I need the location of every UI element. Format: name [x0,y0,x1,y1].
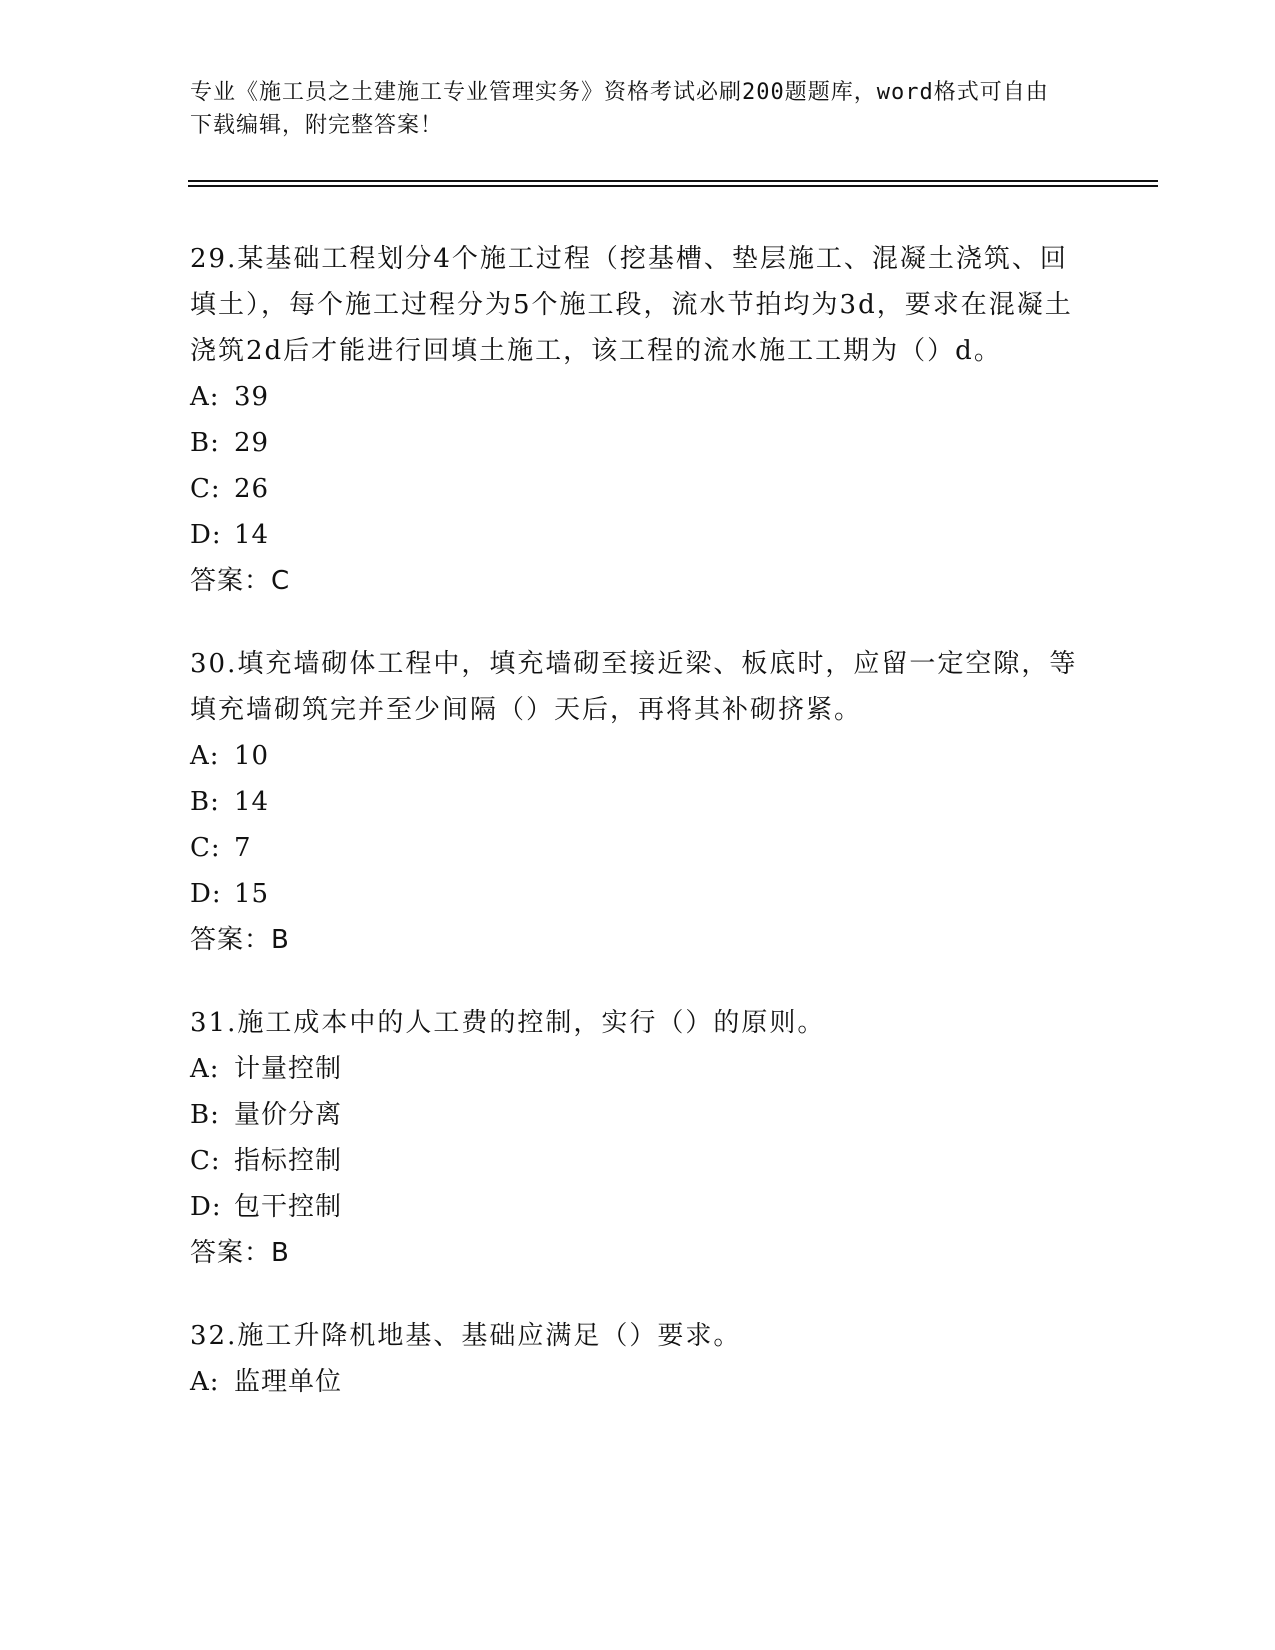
option-key: B: [190,1100,220,1130]
option-key: D: [190,879,222,909]
option-key: D: [190,520,222,550]
option-text: 指标控制 [234,1146,343,1176]
option-d [190,512,1090,558]
option-text: 29 [234,428,270,458]
option-text: 7 [234,833,252,863]
option-text: 计量控制 [234,1054,343,1084]
option-text: 15 [234,879,270,909]
option-d [190,1184,1090,1230]
option-text: 26 [234,474,270,504]
header-rule-bottom [188,185,1158,187]
option-key: B: [190,787,220,817]
option-key: D: [190,1192,222,1222]
option-d [190,871,1090,917]
question-stem: 32.施工升降机地基、基础应满足（）要求。 [190,1321,742,1351]
option-a [190,374,1090,420]
option-key: C: [190,833,221,863]
question-stem: 30.填充墙砌体工程中，填充墙砌至接近梁、板底时，应留一定空隙，等填充墙砌筑完并至少间隔（）天后，再将其补砌挤紧。 [190,649,1078,725]
option-c [190,825,1090,871]
option-c [190,466,1090,512]
answer-line: 答案：B [190,1238,290,1268]
option-text: 14 [234,787,270,817]
option-key: C: [190,1146,221,1176]
question-stem: 31.施工成本中的人工费的控制，实行（）的原则。 [190,1008,826,1038]
option-key: A: [190,382,220,412]
option-key: A: [190,1054,220,1084]
question-30 [190,641,1090,963]
header-rule-top [188,180,1158,182]
option-a [190,1046,1090,1092]
question-stem: 29.某基础工程划分4个施工过程（挖基槽、垫层施工、混凝土浇筑、回填土），每个施工过程分为5个施工段，流水节拍均为3d，要求在混凝土浇筑2d后才能进行回填土施工，该工程的流水施工工期为（）d。 [190,244,1073,366]
option-text: 10 [234,741,270,771]
question-32 [190,1313,1090,1405]
option-text: 包干控制 [234,1192,343,1222]
answer-line: 答案：B [190,925,290,955]
option-key: C: [190,474,221,504]
question-31 [190,1000,1090,1276]
option-b [190,779,1090,825]
option-a [190,733,1090,779]
option-text: 量价分离 [234,1100,343,1130]
option-key: A: [190,1367,220,1397]
header-title: 专业《施工员之土建施工专业管理实务》资格考试必刷200题题库，word格式可自由下载编辑，附完整答案！ [190,80,1049,138]
option-key: A: [190,741,220,771]
option-text: 监理单位 [234,1367,343,1397]
option-key: B: [190,428,220,458]
option-b [190,1092,1090,1138]
question-29 [190,236,1090,604]
option-a [190,1359,1090,1405]
option-c [190,1138,1090,1184]
answer-line: 答案：C [190,566,291,596]
document-header [190,76,1070,142]
option-text: 39 [234,382,270,412]
option-b [190,420,1090,466]
option-text: 14 [234,520,270,550]
question-list [190,236,1090,1405]
